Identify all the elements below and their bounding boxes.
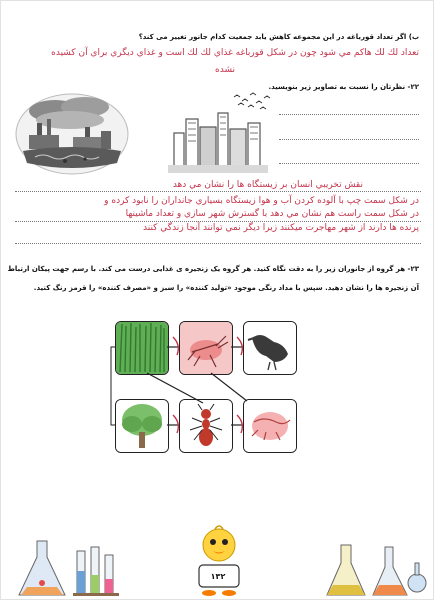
answer-b-line1: تعداد لك لك هاكم مي شود چون در شكل قورباغه غذاي لك لك است و غذاي ديگري براي آن كشيده: [51, 48, 419, 58]
food-chain-arrows: [107, 317, 307, 457]
answer-line-6: [15, 243, 421, 244]
question-23-line1: ۲۳- هر گروه از جانوران زیر را به دقت نگاه کنید. هر گروه یک زنجیره ی غذایی درست می کند. با رسم جهت پیکان ارتباط: [7, 265, 419, 273]
answer-line-3: [279, 163, 419, 164]
answer-line-2: [279, 139, 419, 140]
page-number: ۱۳۲: [210, 572, 226, 581]
answer-b-line2: نشده: [215, 65, 235, 75]
question-23-line2: آن زنجیره ها را نشان دهید. سپس با مداد رنگی موجود «تولید کننده» را سبز و «مصرف کننده» را قرمز رنگ کنید.: [33, 284, 419, 292]
answer-line-1: [279, 114, 419, 115]
answer-22-line-3: پرنده ها دارند از شهر مهاجرت ميكنند زيرا ديگر نمي توانند آنجا زندگي كنند: [143, 223, 419, 233]
answer-22-title: نقش تخريبي انسان بر زيستگاه ها را نشان مي دهد: [172, 180, 363, 190]
answer-22-line-2: در شكل سمت راست هم نشان مي دهد با گسترش شهر سازي و تعداد ماشينها: [125, 209, 419, 219]
city-birds-image: [164, 89, 276, 175]
answer-22-line-1: در شكل سمت چپ با آلوده كردن آب و هوا زيستگاه بسياري جانداران را نابود كرده و: [104, 196, 419, 206]
question-22: ۲۲- نظرتان را نسبت به تصاویر زیر بنویسید.: [268, 83, 419, 91]
lab-glassware-right: [321, 533, 427, 597]
answer-line-5: [15, 221, 421, 222]
answer-line-4: [15, 191, 421, 192]
polluted-factory-image: [15, 93, 129, 175]
duck-mascot-icon: [191, 525, 247, 599]
lab-glassware-left: [9, 531, 149, 597]
question-b: ب) اگر تعداد قورباغه در این مجموعه کاهش یابد جمعیت کدام جانور تغییر می کند؟: [138, 33, 419, 41]
